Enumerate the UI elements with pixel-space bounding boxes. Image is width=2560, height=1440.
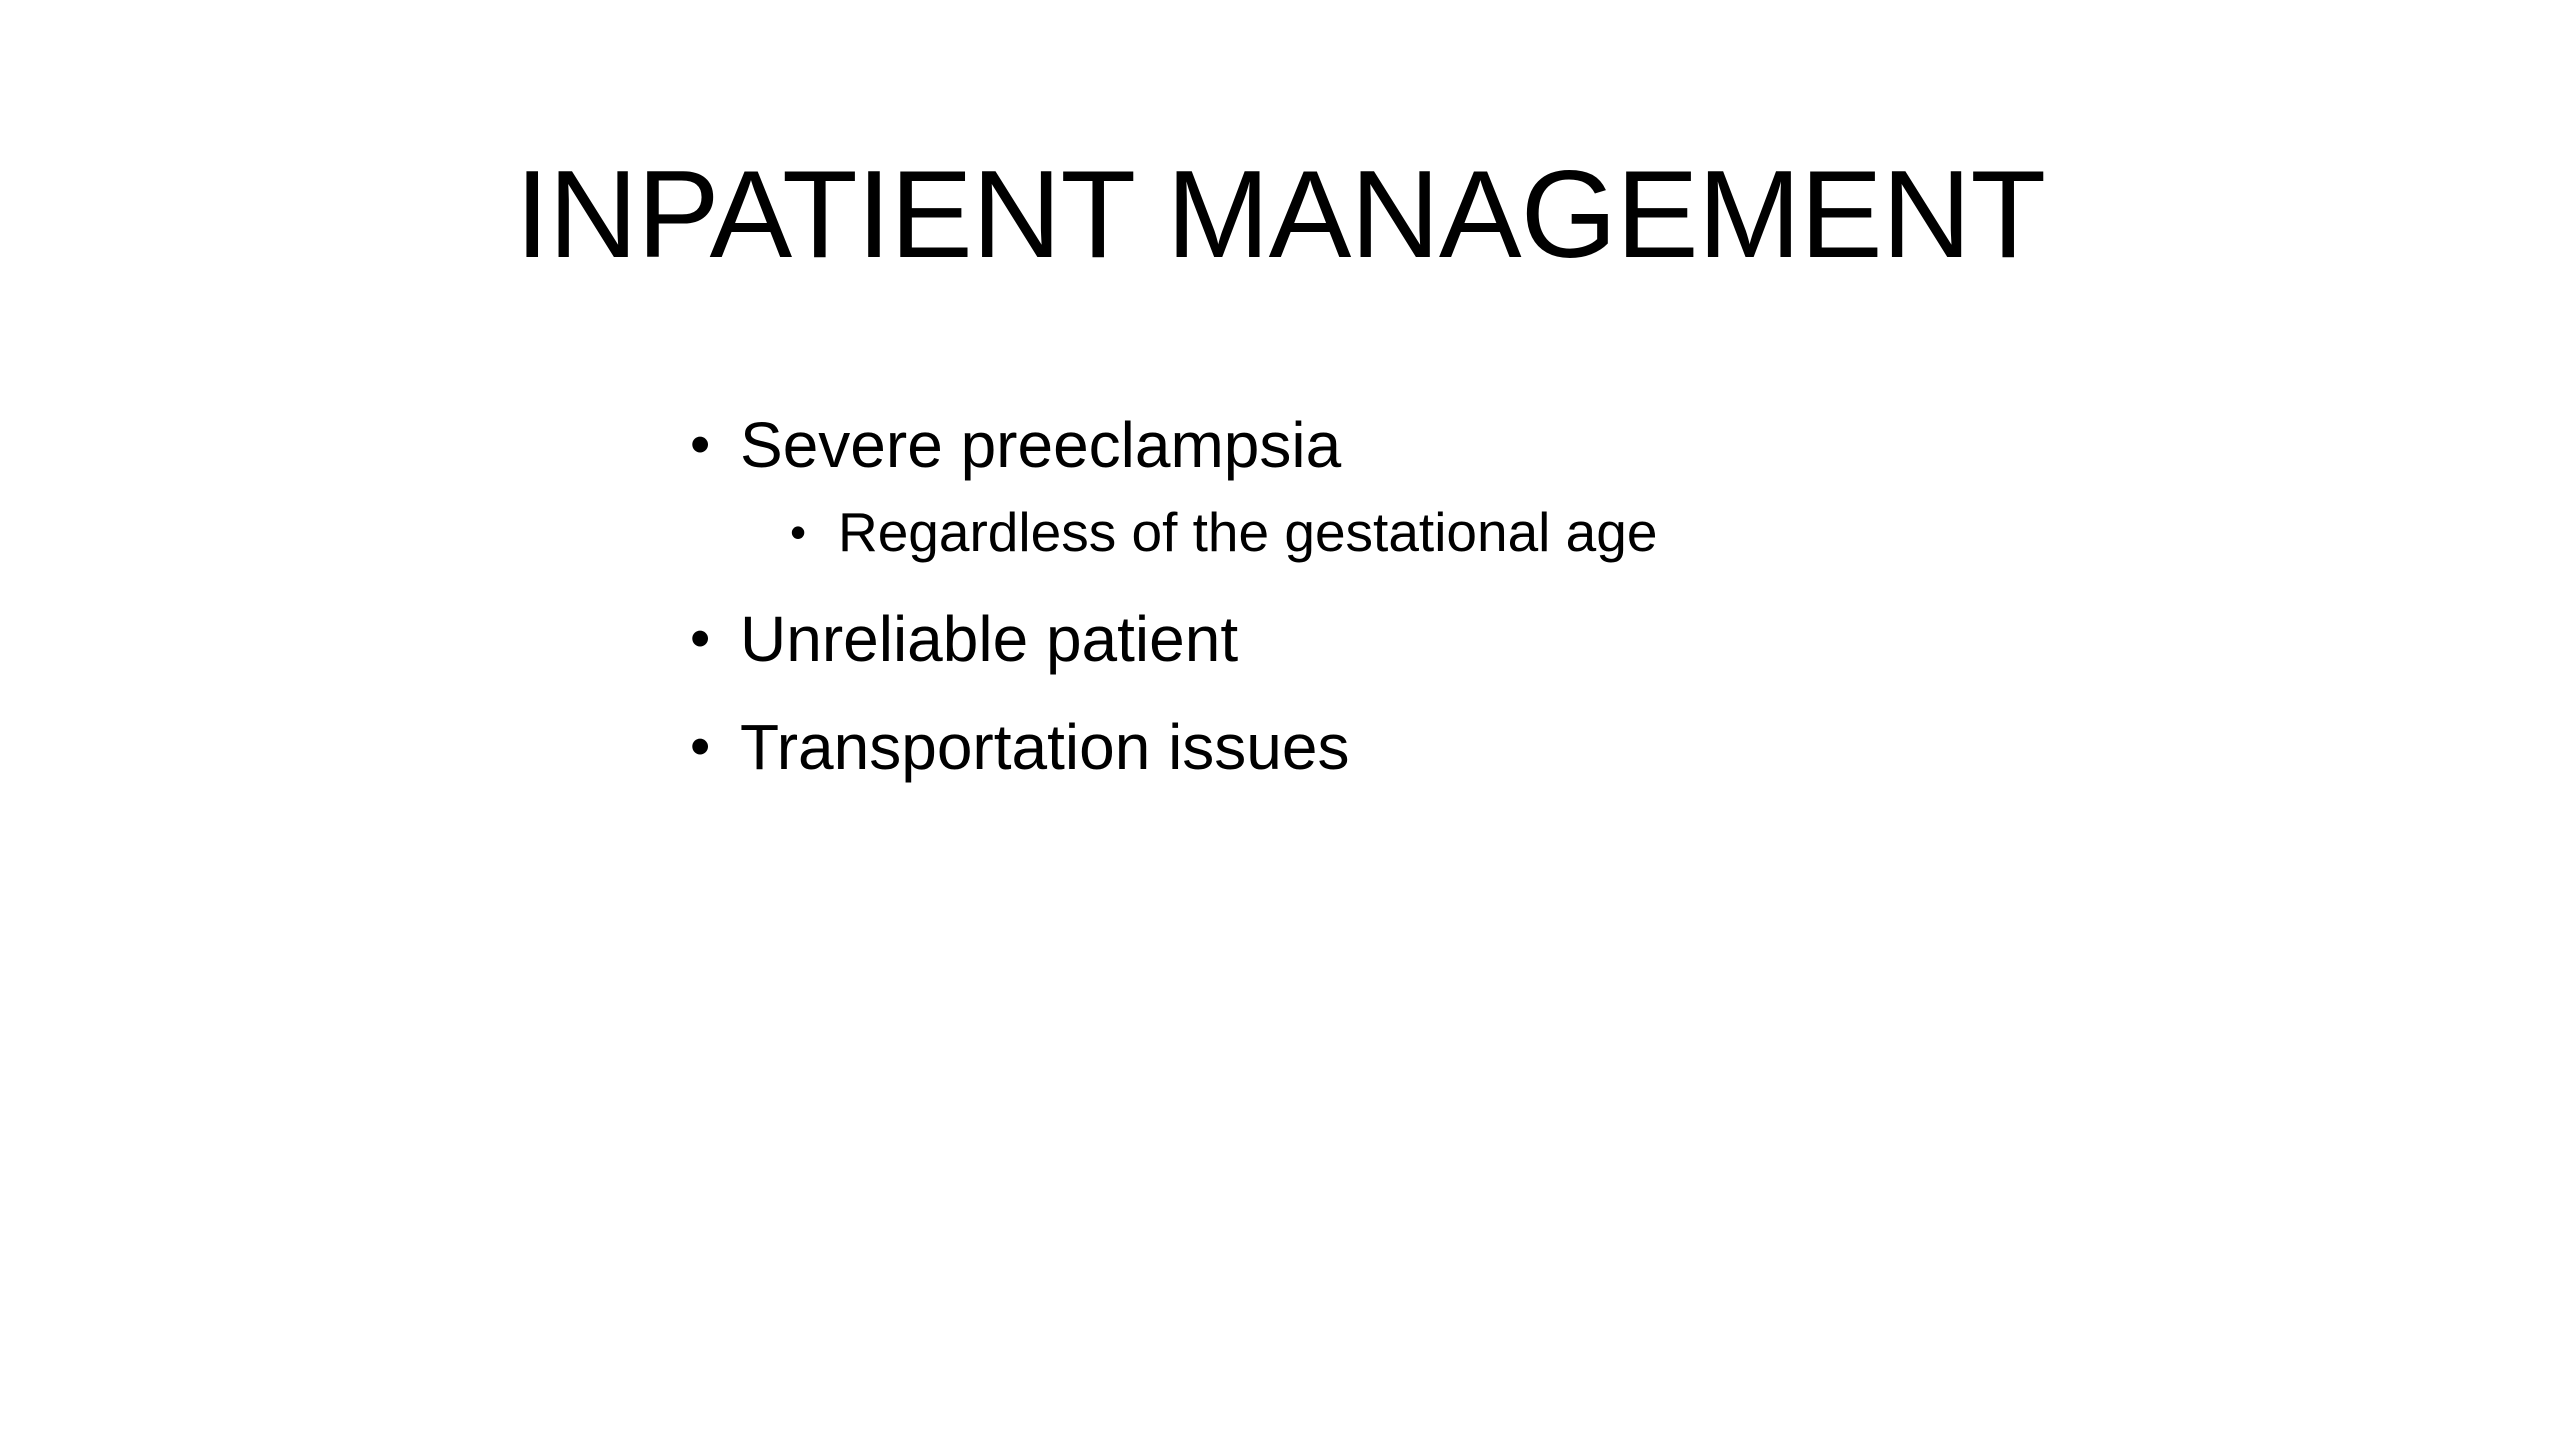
bullet-item-severe-preeclampsia: • Severe preeclampsia xyxy=(690,400,2290,490)
bullet-list xyxy=(690,400,2290,792)
slide-title: INPATIENT MANAGEMENT xyxy=(514,146,2046,284)
bullet-item-unreliable-patient: • Unreliable patient xyxy=(690,594,2290,684)
sub-bullet-item-gestational-age: • Regardless of the gestational age xyxy=(690,490,2290,574)
bullet-item-transportation-issues: • Transportation issues xyxy=(690,702,2290,792)
